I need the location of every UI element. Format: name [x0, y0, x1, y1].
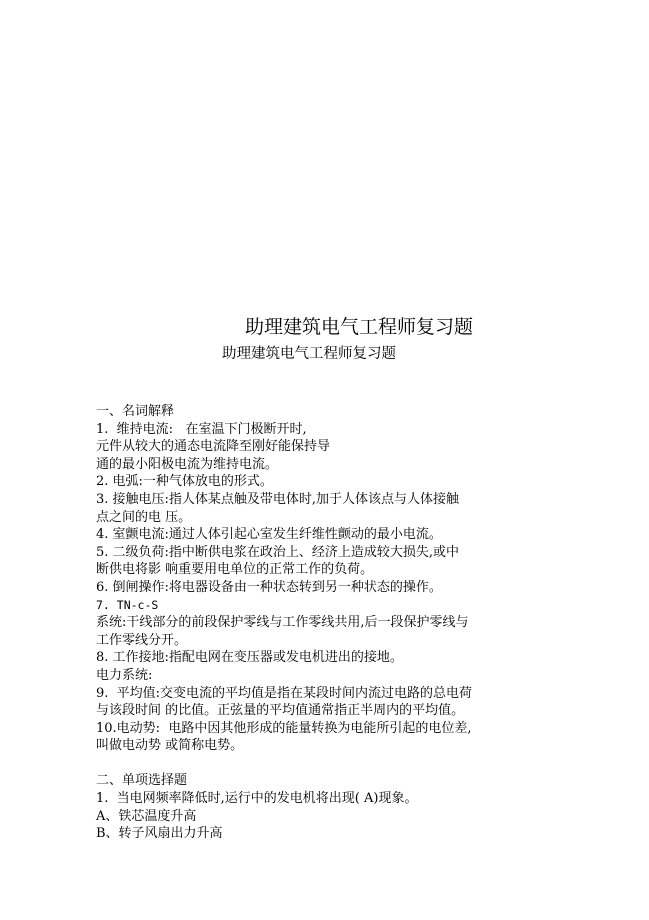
- term-line: 9. 平均值:交变电流的平均值是指在某段时间内流过电路的总电荷: [96, 685, 473, 701]
- option-line: A、铁芯温度升高: [96, 808, 197, 824]
- term-line: 1. 维持电流: 在室温下门极断开时,: [96, 421, 307, 437]
- term-line: 4. 室颤电流:通过人体引起心室发生纤维性颤动的最小电流。: [96, 527, 442, 543]
- term-line: 8. 工作接地:指配电网在变压器或发电机进出的接地。: [96, 650, 403, 666]
- document-body: [96, 403, 556, 843]
- term-line: 2. 电弧:一种气体放电的形式。: [96, 474, 273, 490]
- term-line: 7. TN-c-S: [96, 597, 159, 612]
- term-line: 3. 接触电压:指人体某点触及带电体时,加于人体该点与人体接触: [96, 491, 460, 507]
- term-line: 元件从较大的通态电流降至刚好能保持导: [96, 439, 331, 455]
- term-line: 10.电动势: 电路中因其他形成的能量转换为电能所引起的电位差,: [96, 720, 472, 736]
- section-gap: [96, 755, 556, 773]
- section-heading-choice: 二、单项选择题: [96, 773, 188, 789]
- term-line: 5. 二级负荷:指中断供电浆在政治上、经济上造成较大损失,或中: [96, 544, 460, 560]
- term-line: 工作零线分开。: [96, 632, 188, 648]
- question-line: 1. 当电网频率降低时,运行中的发电机将出现( A)现象。: [96, 791, 418, 807]
- option-line: B、转子风扇出力升高: [96, 826, 223, 842]
- term-line: 断供电将影 响重要用电单位的正常工作的负荷。: [96, 562, 374, 578]
- term-line: 系统:干线部分的前段保护零线与工作零线共用,后一段保护零线与: [96, 615, 469, 631]
- term-line: 6. 倒闸操作:将电器设备由一种状态转到另一种状态的操作。: [96, 579, 442, 595]
- term-line: 叫做电动势 或简称电势。: [96, 738, 244, 754]
- term-line: 点之间的电 压。: [96, 509, 192, 525]
- document-subtitle: 助理建筑电气工程师复习题: [222, 346, 396, 362]
- document-title: 助理建筑电气工程师复习题: [245, 316, 474, 338]
- term-line: 与该段时间 的比值。正弦量的平均值通常指正半周内的平均值。: [96, 703, 465, 719]
- section-heading-terms: 一、名词解释: [96, 404, 175, 419]
- term-line: 通的最小阳极电流为维持电流。: [96, 456, 279, 472]
- term-line: 电力系统:: [96, 667, 153, 683]
